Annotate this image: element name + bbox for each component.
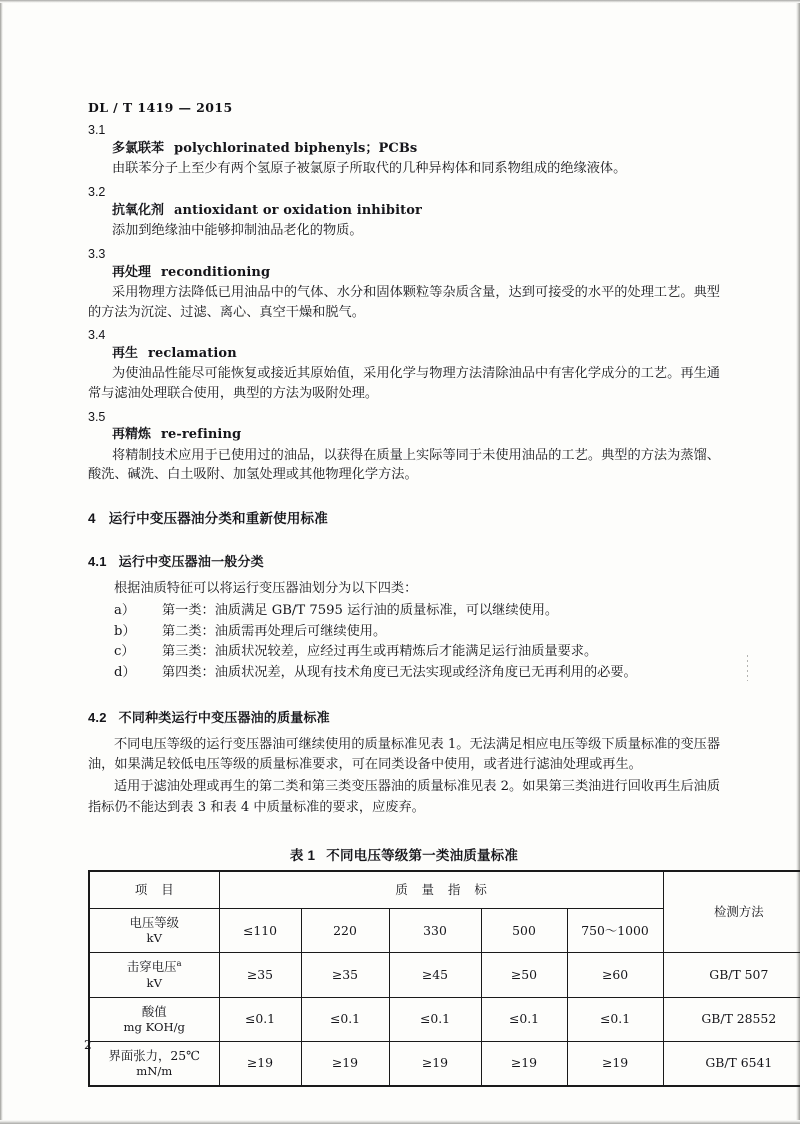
term-definition-text-3-4: 为使油品性能尽可能恢复或接近其原始值，采用化学与物理方法清除油品中有害化学成分的工艺。再生通常与滤油处理联合使用，典型的方法为吸附处理。	[88, 366, 720, 401]
table-cell: ≥35	[219, 953, 301, 997]
section-title-4: 运行中变压器油分类和重新使用标准	[108, 510, 328, 526]
term-definition-3-2	[88, 221, 720, 241]
table-rowheader-voltage	[89, 909, 219, 953]
table-header-item-text: 项 目	[134, 881, 179, 897]
term-zh-3-3: 再处理	[112, 264, 152, 280]
section-heading-4	[88, 507, 720, 527]
list-item-text: 第一类：油质满足 GB/T 7595 运行油的质量标准，可以继续使用。	[162, 602, 559, 618]
clause-number-3-1: 3.1	[88, 123, 106, 137]
list-item-text: 第三类：油质状况较差，应经过再生或再精炼后才能满足运行油质量要求。	[162, 644, 598, 660]
scan-edge-left	[0, 0, 3, 1124]
table-rowheader-line2: kV	[146, 975, 162, 990]
table-1-caption-text: 不同电压等级第一类油质量标准	[326, 847, 519, 863]
table-rowheader-breakdown-voltage	[89, 953, 219, 997]
term-definition-3-3	[88, 283, 720, 322]
list-item-label: d）	[114, 664, 136, 680]
page-content	[88, 122, 777, 1087]
scan-edge-top	[0, 0, 800, 3]
table-rowheader-acid-value	[89, 997, 219, 1041]
term-definition-text-3-1: 由联苯分子上至少有两个氢原子被氯原子所取代的几种异构体和同系物组成的绝缘液体。	[112, 161, 627, 177]
section-heading-4-1	[88, 551, 720, 570]
table-cell: ≤0.1	[567, 997, 663, 1041]
list-item-text: 第四类：油质状况差，从现有技术角度已无法实现或经济角度已无再利用的必要。	[162, 664, 637, 680]
table-row	[89, 1041, 800, 1086]
paragraph-4-2-first-text: 不同电压等级的运行变压器油可继续使用的质量标准见表 1。无法满足相应电压等级下质量标准的变压器油，如果满足较低电压等级的质量标准要求，可在同类设备中使用，或者进行滤油处理或再生。	[88, 737, 721, 773]
term-block-3-4	[88, 327, 720, 403]
table-rowheader-voltage-line2: kV	[146, 931, 162, 946]
table-cell-voltage-4: 500	[481, 909, 567, 953]
table-cell-voltage-2: 220	[301, 909, 389, 953]
table-cell-method: GB/T 6541	[663, 1041, 800, 1086]
table-header-method: 检测方法	[663, 871, 800, 953]
section-number-4-1: 4.1	[88, 553, 107, 569]
clause-number-3-2: 3.2	[88, 184, 106, 199]
classification-list	[88, 601, 720, 683]
table-rowheader-line1: 界面张力，25℃	[108, 1047, 201, 1063]
table-quality-standards	[88, 870, 800, 1087]
table-header-item	[89, 871, 219, 909]
table-cell: ≥19	[219, 1041, 301, 1086]
term-block-3-1	[88, 122, 720, 179]
list-item-label: a）	[114, 602, 136, 618]
section-number-4: 4	[88, 510, 96, 526]
page-number: 2	[84, 1038, 92, 1052]
list-item	[88, 642, 720, 663]
margin-tick-mark	[747, 655, 748, 681]
term-definition-text-3-3: 采用物理方法降低已用油品中的气体、水分和固体颗粒等杂质含量，达到可接受的水平的处理工艺。典型的方法为沉淀、过滤、离心、真空干燥和脱气。	[88, 285, 720, 320]
table-1-caption	[88, 844, 720, 864]
term-definition-text-3-2: 添加到绝缘油中能够抑制油品老化的物质。	[112, 223, 363, 239]
table-cell-voltage-1: ≤110	[219, 909, 301, 953]
table-rowheader-footnote-marker: a	[176, 959, 182, 970]
table-cell: ≥19	[301, 1041, 389, 1086]
paragraph-4-1-intro	[88, 579, 720, 599]
section-number-4-2: 4.2	[88, 710, 107, 726]
term-zh-3-4: 再生	[112, 345, 139, 361]
table-cell: ≥19	[567, 1041, 663, 1086]
table-row	[89, 997, 800, 1041]
table-cell-voltage-5: 750～1000	[567, 909, 663, 953]
term-heading-3-3	[88, 264, 720, 282]
term-en-3-1: polychlorinated biphenyls；PCBs	[174, 140, 418, 156]
table-cell: ≥19	[389, 1041, 481, 1086]
paragraph-4-2-second-text: 适用于滤油处理或再生的第二类和第三类变压器油的质量标准见表 2。如果第三类油进行回收再生后油质指标仍不能达到表 3 和表 4 中质量标准的要求，应废弃。	[88, 779, 721, 815]
term-en-3-3: reconditioning	[161, 264, 271, 280]
scan-edge-bottom	[0, 1120, 800, 1124]
term-en-3-5: re-refining	[161, 427, 242, 443]
term-block-3-5	[88, 409, 720, 485]
table-rowheader-voltage-line1: 电压等级	[129, 915, 180, 931]
clause-number-3-4: 3.4	[88, 328, 106, 343]
list-item-text: 第二类：油质需再处理后可继续使用。	[162, 623, 387, 639]
term-heading-3-2	[88, 202, 720, 220]
term-en-3-2: antioxidant or oxidation inhibitor	[174, 202, 422, 218]
table-cell: ≤0.1	[301, 997, 389, 1041]
table-rowheader-interfacial-tension	[89, 1041, 219, 1086]
table-cell: ≥50	[481, 953, 567, 997]
table-cell: ≤0.1	[389, 997, 481, 1041]
table-1-label: 表 1	[289, 847, 316, 863]
term-zh-3-2: 抗氧化剂	[112, 202, 165, 218]
term-block-3-3	[88, 246, 720, 322]
term-definition-3-5	[88, 446, 720, 485]
list-item-label: c）	[114, 644, 135, 660]
list-item-label: b）	[114, 623, 136, 639]
term-zh-3-5: 再精炼	[112, 427, 152, 443]
list-item	[88, 622, 720, 643]
table-cell: ≥60	[567, 953, 663, 997]
table-header-quality-group-text: 质 量 指 标	[395, 881, 492, 897]
table-rowheader-line1: 酸值	[141, 1003, 167, 1019]
table-rowheader-line2: mN/m	[136, 1063, 173, 1078]
table-header-quality-group	[219, 871, 663, 909]
paragraph-4-2-first	[88, 735, 720, 775]
list-item	[88, 663, 720, 684]
list-item	[88, 601, 720, 622]
section-title-4-2: 不同种类运行中变压器油的质量标准	[118, 710, 330, 726]
paragraph-4-1-intro-text: 根据油质特征可以将运行变压器油划分为以下四类：	[114, 580, 418, 596]
table-rowheader-line2: mg KOH/g	[123, 1019, 185, 1034]
term-definition-3-4	[88, 364, 720, 403]
term-heading-3-4	[88, 345, 720, 363]
table-cell: ≥45	[389, 953, 481, 997]
paragraph-4-2-second	[88, 777, 720, 817]
table-cell-method: GB/T 28552	[663, 997, 800, 1041]
section-heading-4-2	[88, 707, 720, 726]
table-header-row-1	[89, 871, 800, 909]
term-heading-3-1	[88, 140, 720, 158]
running-head-standard-code: DL / T 1419 — 2015	[88, 100, 233, 115]
term-heading-3-5	[88, 426, 720, 444]
table-cell: ≥19	[481, 1041, 567, 1086]
term-zh-3-1: 多氯联苯	[112, 140, 165, 156]
table-cell: ≥35	[301, 953, 389, 997]
table-cell: ≤0.1	[481, 997, 567, 1041]
table-row	[89, 953, 800, 997]
table-rowheader-line1: 击穿电压	[126, 959, 177, 975]
term-definition-3-1	[88, 159, 720, 179]
clause-number-3-5: 3.5	[88, 409, 106, 424]
term-en-3-4: reclamation	[148, 345, 237, 361]
table-cell-voltage-3: 330	[389, 909, 481, 953]
clause-number-3-3: 3.3	[88, 246, 106, 261]
term-block-3-2	[88, 184, 720, 241]
table-cell: ≤0.1	[219, 997, 301, 1041]
section-title-4-1: 运行中变压器油一般分类	[118, 553, 264, 569]
term-definition-text-3-5: 将精制技术应用于已使用过的油品，以获得在质量上实际等同于未使用油品的工艺。典型的方法为蒸馏、酸洗、碱洗、白土吸附、加氢处理或其他物理化学方法。	[88, 447, 720, 483]
table-cell-method: GB/T 507	[663, 953, 800, 997]
